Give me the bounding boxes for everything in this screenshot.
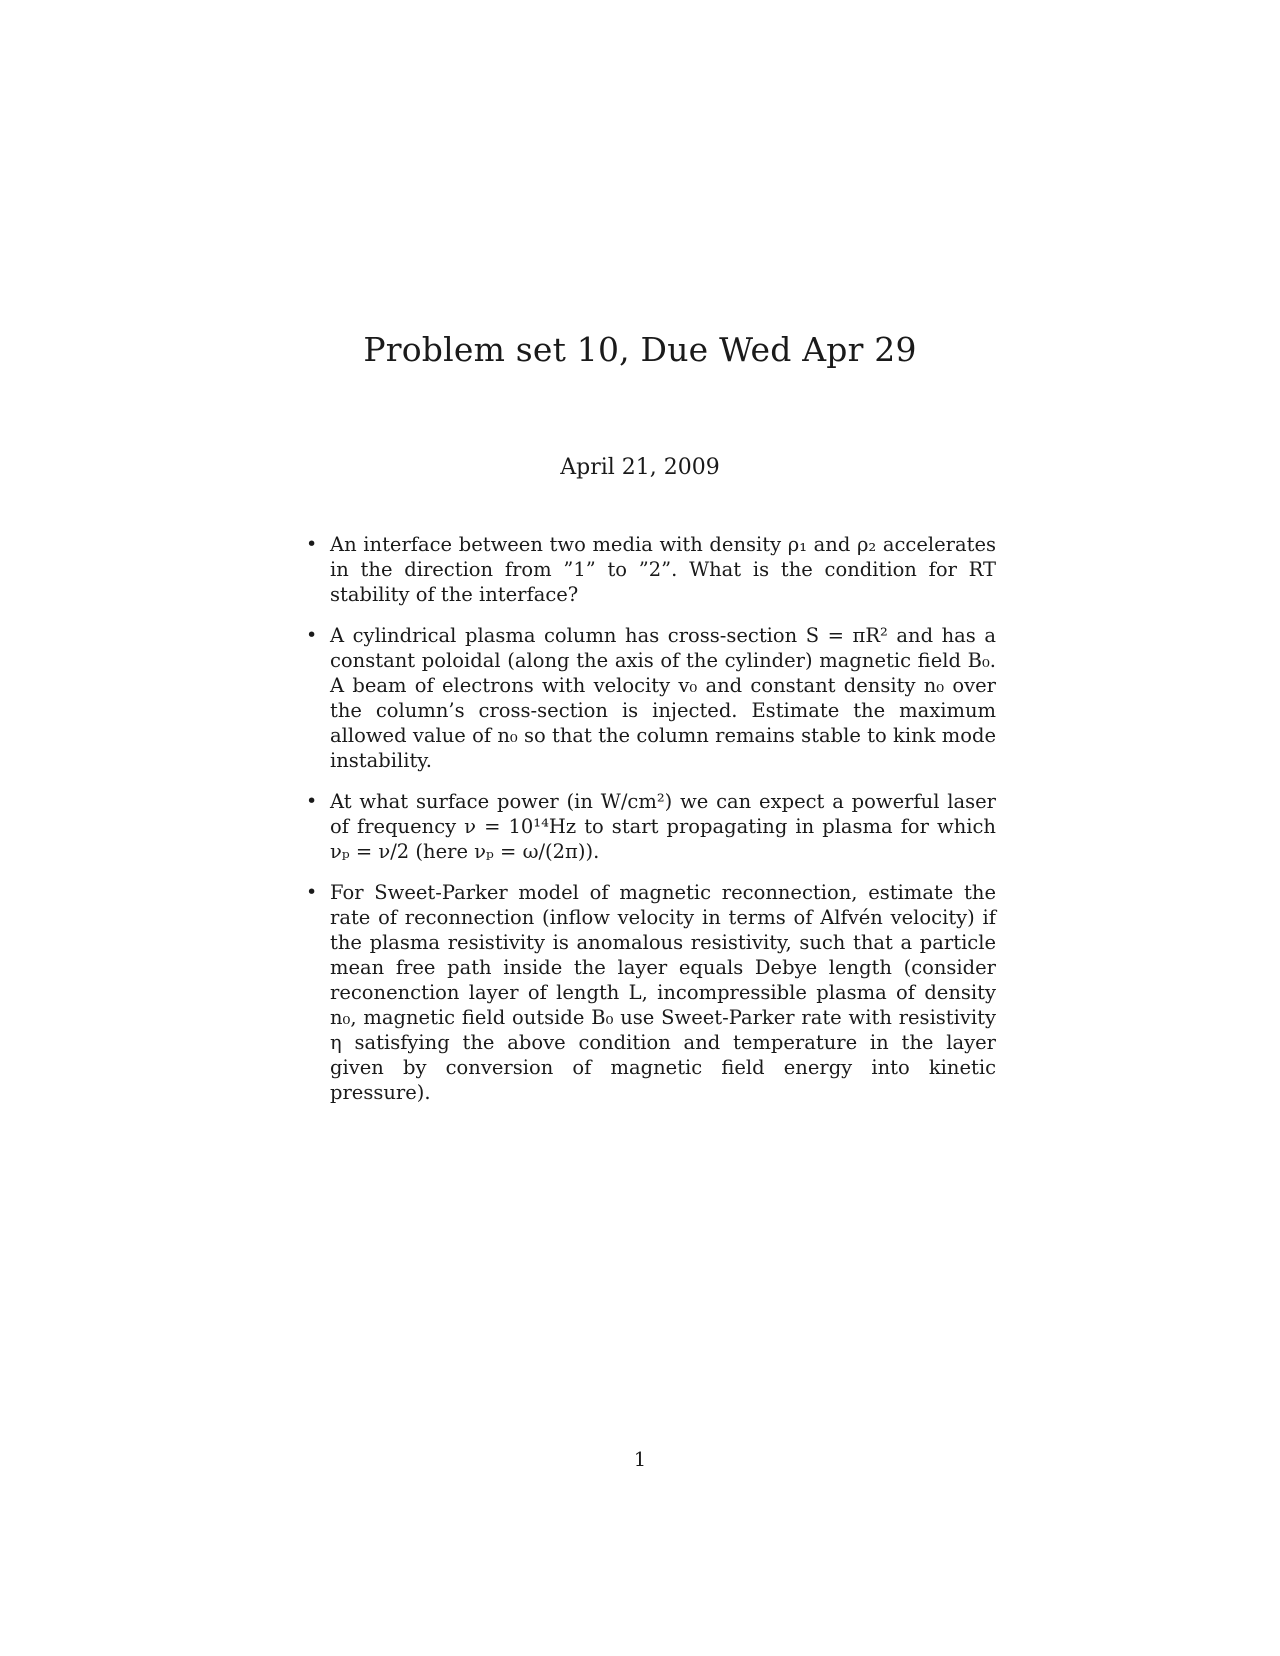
page-number: 1 — [633, 1448, 647, 1471]
bullet-icon: • — [306, 624, 318, 646]
bullet-icon: • — [306, 790, 318, 812]
problem-text: A cylindrical plasma column has cross-section S = πR² and has a constant poloidal (along the axis of the cylinder) magnetic field B₀. A beam of electrons with velocity v₀ and constant density n₀ over the column’s cross-section is injected. Estimate the maximum allowed value of n₀ so that the column remains stable to kink mode instability. — [330, 624, 996, 772]
bullet-icon: • — [306, 881, 318, 903]
problem-list — [306, 532, 996, 1121]
document-date: April 21, 2009 — [560, 455, 720, 480]
list-item — [306, 880, 996, 1105]
problem-text: For Sweet-Parker model of magnetic reconnection, estimate the rate of reconnection (inflow velocity in terms of Alfvén velocity) if the plasma resistivity is anomalous resistivity, such that a particle mean free path inside the layer equals Debye length (consider reconenction layer of length L, incompressible plasma of density n₀, magnetic field outside B₀ use Sweet-Parker rate with resistivity η satisfying the above condition and temperature in the layer given by conversion of magnetic field energy into kinetic pressure). — [330, 881, 996, 1104]
list-item — [306, 532, 996, 607]
bullet-icon: • — [306, 533, 318, 555]
list-item — [306, 789, 996, 864]
page-title: Problem set 10, Due Wed Apr 29 — [363, 330, 917, 369]
problem-text: An interface between two media with density ρ₁ and ρ₂ accelerates in the direction from ”1” to ”2”. What is the condition for RT stability of the interface? — [330, 533, 996, 606]
problem-text: At what surface power (in W/cm²) we can expect a powerful laser of frequency ν = 10¹⁴Hz to start propagating in plasma for which νₚ = ν/2 (here νₚ = ω/(2π)). — [330, 790, 996, 863]
list-item — [306, 623, 996, 773]
